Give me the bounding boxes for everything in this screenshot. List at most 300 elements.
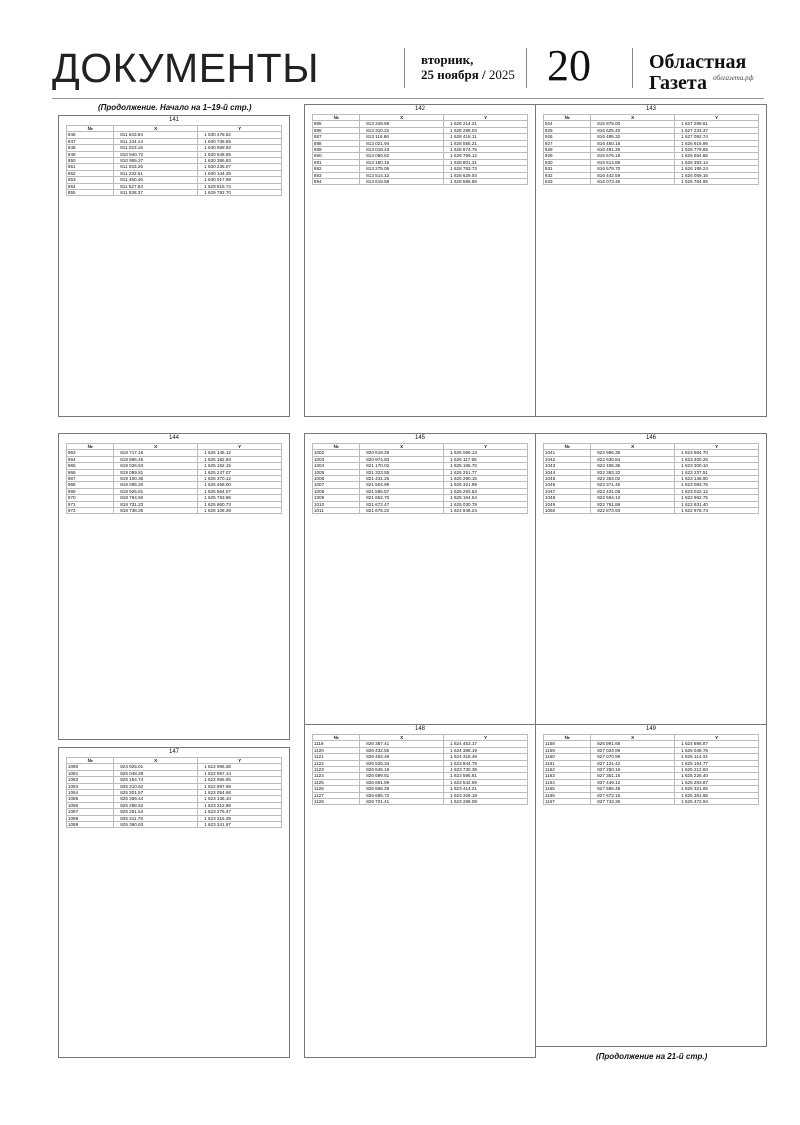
coord-y: 1 625 321.65 <box>675 786 759 792</box>
coordinate-table-block <box>535 433 767 740</box>
point-number: 1081 <box>66 770 113 776</box>
point-number: 894 <box>312 179 359 185</box>
point-number: 850 <box>66 158 113 164</box>
coord-y: 1 623 268.08 <box>444 799 528 805</box>
point-number: 1050 <box>543 508 590 514</box>
column-header: № <box>312 735 359 741</box>
coord-y: 1 624 453.17 <box>444 741 528 747</box>
coord-y: 1 630 017.69 <box>198 177 282 183</box>
column-header: № <box>66 444 113 450</box>
coord-x: 825 360.63 <box>114 822 198 828</box>
coord-y: 1 622 976.73 <box>675 508 759 514</box>
coord-x: 825 288.52 <box>114 802 198 808</box>
column-header: Y <box>198 758 282 764</box>
coord-y: 1 625 030.78 <box>444 501 528 507</box>
coord-x: 822 873.93 <box>591 508 675 514</box>
coord-x: 826 525.34 <box>360 760 444 766</box>
coord-y: 1 628 801.31 <box>444 159 528 165</box>
coord-y: 1 622 997.69 <box>198 783 282 789</box>
coord-y: 1 628 214.21 <box>444 121 528 127</box>
coord-y: 1 626 554.86 <box>675 153 759 159</box>
coord-x: 813 060.62 <box>360 153 444 159</box>
coordinate-table-block <box>58 747 290 1058</box>
point-number: 1122 <box>312 760 359 766</box>
coord-y: 1 622 955.95 <box>198 777 282 783</box>
coord-x: 822 594.13 <box>591 495 675 501</box>
column-header: X <box>591 735 675 741</box>
coord-x: 811 134.14 <box>114 138 198 144</box>
coord-y: 1 623 584.70 <box>675 450 759 456</box>
table-row <box>66 190 281 196</box>
coordinate-table-block <box>304 724 536 1058</box>
coord-x: 822 431.06 <box>591 488 675 494</box>
separator <box>632 48 633 88</box>
point-number: 855 <box>66 190 113 196</box>
point-number: 1083 <box>66 783 113 789</box>
table-row <box>66 508 281 514</box>
point-number: 848 <box>66 145 113 151</box>
coord-x: 819 065.20 <box>114 482 198 488</box>
coord-x: 818 896.45 <box>114 456 198 462</box>
column-header: № <box>543 735 590 741</box>
point-number: 965 <box>66 463 113 469</box>
point-number: 890 <box>312 153 359 159</box>
coord-y: 1 626 108.39 <box>198 508 282 514</box>
coord-y: 1 624 318.48 <box>444 754 528 760</box>
coord-x: 826 387.41 <box>360 741 444 747</box>
coord-y: 1 622 962.75 <box>675 495 759 501</box>
coord-x: 811 538.37 <box>114 190 198 196</box>
coord-x: 811 527.83 <box>114 183 198 189</box>
coordinate-table-block <box>535 104 767 417</box>
point-number: 964 <box>66 456 113 462</box>
coord-y: 1 625 763.86 <box>198 495 282 501</box>
coord-x: 813 310.22 <box>360 127 444 133</box>
coord-y: 1 623 022.12 <box>675 488 759 494</box>
coord-y: 1 625 165.70 <box>444 463 528 469</box>
coord-y: 1 623 136.10 <box>198 796 282 802</box>
table-caption: 148 <box>414 726 425 732</box>
coord-x: 825 366.44 <box>114 796 198 802</box>
column-header: № <box>543 444 590 450</box>
coord-y: 1 628 674.75 <box>444 147 528 153</box>
coord-y: 1 622 957.14 <box>198 770 282 776</box>
table-row <box>543 179 758 185</box>
coord-x: 821 675.22 <box>360 508 444 514</box>
coord-y: 1 625 048.76 <box>675 747 759 753</box>
point-number: 972 <box>66 508 113 514</box>
coord-x: 813 180.16 <box>360 159 444 165</box>
coordinate-table <box>66 443 282 514</box>
coord-x: 825 311.78 <box>114 815 198 821</box>
coord-x: 816 442.59 <box>591 172 675 178</box>
point-number: 1165 <box>543 786 590 792</box>
coord-x: 821 504.99 <box>360 482 444 488</box>
coord-x: 826 665.72 <box>360 792 444 798</box>
coord-y: 1 630 548.55 <box>198 151 282 157</box>
point-number: 924 <box>543 121 590 127</box>
point-number: 1125 <box>312 779 359 785</box>
table-row <box>66 822 281 828</box>
coord-x: 810 955.27 <box>114 158 198 164</box>
brand-line-1: Областная <box>649 51 747 73</box>
coord-x: 816 576.18 <box>591 153 675 159</box>
coord-y: 1 630 235.07 <box>198 164 282 170</box>
coordinate-table <box>543 734 759 805</box>
coord-y: 1 625 164.54 <box>444 495 528 501</box>
point-number: 928 <box>543 147 590 153</box>
coord-y: 1 622 931.40 <box>675 501 759 507</box>
column-header: Y <box>444 735 528 741</box>
point-number: 1082 <box>66 777 113 783</box>
coord-x: 816 073.46 <box>591 179 675 185</box>
column-header: X <box>360 115 444 121</box>
point-number: 1163 <box>543 773 590 779</box>
point-number: 1121 <box>312 754 359 760</box>
coord-x: 819 026.53 <box>114 463 198 469</box>
column-header: № <box>543 115 590 121</box>
coord-y: 1 623 275.47 <box>198 809 282 815</box>
coordinate-table-block <box>535 724 767 1047</box>
coord-y: 1 623 400.26 <box>675 456 759 462</box>
header-rule <box>52 98 764 99</box>
continued-to-note: (Продолжение на 21-й стр.) <box>596 1052 708 1061</box>
coordinate-table <box>543 114 759 185</box>
coord-y: 1 625 247.07 <box>198 469 282 475</box>
coord-x: 811 033.25 <box>114 164 198 170</box>
coord-y: 1 623 148.90 <box>675 476 759 482</box>
issue-date: вторник, 25 ноября / 2025 <box>421 52 515 82</box>
coord-y: 1 626 393.14 <box>675 159 759 165</box>
separator <box>404 48 405 88</box>
point-number: 891 <box>312 159 359 165</box>
masthead <box>52 41 762 96</box>
column-header: № <box>66 758 113 764</box>
coord-y: 1 625 182.93 <box>198 456 282 462</box>
coord-y: 1 630 736.55 <box>198 138 282 144</box>
point-number: 847 <box>66 138 113 144</box>
coord-y: 1 628 288.04 <box>444 127 528 133</box>
coordinate-table <box>543 443 759 514</box>
coord-x: 820 619.29 <box>360 450 444 456</box>
column-header: X <box>591 115 675 121</box>
point-number: 931 <box>543 166 590 172</box>
brand-url: облгазета.рф <box>713 74 754 82</box>
coord-x: 821 585.57 <box>360 488 444 494</box>
point-number: 1048 <box>543 495 590 501</box>
point-number: 971 <box>66 501 113 507</box>
coord-x: 826 432.55 <box>360 747 444 753</box>
point-number: 968 <box>66 482 113 488</box>
point-number: 1004 <box>312 463 359 469</box>
point-number: 851 <box>66 164 113 170</box>
point-number: 1158 <box>543 741 590 747</box>
coord-y: 1 625 321.89 <box>444 482 528 488</box>
brand-name <box>649 52 746 94</box>
coord-y: 1 625 145.12 <box>198 450 282 456</box>
coord-y: 1 625 283.87 <box>675 779 759 785</box>
coord-y: 1 623 730.38 <box>444 767 528 773</box>
point-number: 967 <box>66 476 113 482</box>
coord-x: 820 974.83 <box>360 456 444 462</box>
coord-x: 816 614.86 <box>591 159 675 165</box>
coord-x: 818 794.50 <box>114 495 198 501</box>
coord-x: 813 348.89 <box>360 121 444 127</box>
table-caption: 146 <box>645 435 656 441</box>
point-number: 854 <box>66 183 113 189</box>
coord-x: 827 024.99 <box>591 747 675 753</box>
coord-y: 1 623 595.61 <box>444 773 528 779</box>
coord-x: 827 586.48 <box>591 786 675 792</box>
coord-y: 1 628 629.04 <box>444 172 528 178</box>
coord-y: 1 625 564.07 <box>198 488 282 494</box>
coord-y: 1 628 555.21 <box>444 140 528 146</box>
coordinate-table <box>312 443 528 514</box>
table-caption: 142 <box>414 106 425 112</box>
coordinate-table <box>66 125 282 196</box>
coord-y: 1 628 759.12 <box>444 153 528 159</box>
point-number: 846 <box>66 132 113 138</box>
table-row <box>543 508 758 514</box>
point-number: 889 <box>312 147 359 153</box>
point-number: 1041 <box>543 450 590 456</box>
coord-y: 1 627 289.61 <box>675 121 759 127</box>
point-number: 927 <box>543 140 590 146</box>
coord-x: 826 691.89 <box>360 779 444 785</box>
coord-x: 827 250.16 <box>591 767 675 773</box>
coord-y: 1 625 472.94 <box>675 799 759 805</box>
coord-y: 1 625 164.77 <box>675 760 759 766</box>
coord-y: 1 625 212.93 <box>675 767 759 773</box>
point-number: 1119 <box>312 741 359 747</box>
coord-y: 1 630 668.92 <box>198 145 282 151</box>
coord-x: 818 731.23 <box>114 501 198 507</box>
coord-y: 1 624 898.87 <box>675 741 759 747</box>
coord-x: 813 275.06 <box>360 166 444 172</box>
coord-y: 1 625 290.15 <box>444 476 528 482</box>
coord-y: 1 629 915.74 <box>198 183 282 189</box>
coord-y: 1 626 059.16 <box>675 172 759 178</box>
coord-x: 813 619.59 <box>360 179 444 185</box>
point-number: 885 <box>312 121 359 127</box>
coord-x: 826 656.29 <box>360 786 444 792</box>
coord-y: 1 627 233.37 <box>675 127 759 133</box>
point-number: 1167 <box>543 799 590 805</box>
table-row <box>312 508 527 514</box>
brand-line-2: Газета <box>649 72 707 94</box>
point-number: 932 <box>543 172 590 178</box>
coord-x: 827 743.36 <box>591 799 675 805</box>
coord-y: 1 623 237.51 <box>675 469 759 475</box>
point-number: 1045 <box>543 476 590 482</box>
coord-x: 821 672.47 <box>360 501 444 507</box>
coordinate-table <box>312 734 528 805</box>
coord-y: 1 623 326.18 <box>444 792 528 798</box>
column-header: № <box>66 126 113 132</box>
page-number: 20 <box>547 41 591 90</box>
point-number: 1044 <box>543 469 590 475</box>
coord-x: 818 925.61 <box>114 488 198 494</box>
coord-x: 826 645.16 <box>360 767 444 773</box>
point-number: 1007 <box>312 482 359 488</box>
point-number: 849 <box>66 151 113 157</box>
continued-from-note: (Продолжение. Начало на 1–19-й стр.) <box>98 103 252 112</box>
coord-y: 1 626 779.85 <box>675 147 759 153</box>
coord-y: 1 625 226.40 <box>675 773 759 779</box>
coord-x: 813 116.86 <box>360 134 444 140</box>
point-number: 1005 <box>312 469 359 475</box>
issue-weekday: вторник, <box>421 52 474 67</box>
coord-y: 1 623 083.76 <box>675 482 759 488</box>
column-header: № <box>312 115 359 121</box>
coord-y: 1 630 478.62 <box>198 132 282 138</box>
coord-y: 1 623 542.69 <box>444 779 528 785</box>
coord-x: 822 371.46 <box>591 482 675 488</box>
coord-x: 822 363.32 <box>591 469 675 475</box>
coord-y: 1 623 944.79 <box>444 760 528 766</box>
point-number: 925 <box>543 127 590 133</box>
coord-y: 1 625 960.73 <box>198 501 282 507</box>
column-header: X <box>114 444 198 450</box>
coord-x: 826 699.81 <box>360 773 444 779</box>
coord-y: 1 625 784.95 <box>675 179 759 185</box>
coord-x: 826 991.68 <box>591 741 675 747</box>
coord-y: 1 623 054.68 <box>198 790 282 796</box>
point-number: 892 <box>312 166 359 172</box>
coord-x: 822 986.35 <box>591 450 675 456</box>
point-number: 1127 <box>312 792 359 798</box>
separator <box>526 48 527 88</box>
coord-y: 1 625 293.63 <box>444 488 528 494</box>
coord-x: 813 514.12 <box>360 172 444 178</box>
coord-x: 827 121.42 <box>591 760 675 766</box>
issue-day: 25 ноября <box>421 67 479 82</box>
coordinate-table-block <box>304 433 536 740</box>
coord-x: 811 450.46 <box>114 177 198 183</box>
coord-y: 1 626 189.24 <box>675 166 759 172</box>
point-number: 893 <box>312 172 359 178</box>
column-header: Y <box>198 126 282 132</box>
point-number: 1008 <box>312 488 359 494</box>
point-number: 1159 <box>543 747 590 753</box>
point-number: 887 <box>312 134 359 140</box>
point-number: 1123 <box>312 767 359 773</box>
point-number: 1164 <box>543 779 590 785</box>
coord-y: 1 625 152.15 <box>198 463 282 469</box>
coord-y: 1 622 996.36 <box>198 764 282 770</box>
table-caption: 145 <box>414 435 425 441</box>
column-header: Y <box>675 735 759 741</box>
coord-y: 1 625 117.95 <box>444 456 528 462</box>
coord-x: 818 738.26 <box>114 508 198 514</box>
point-number: 1046 <box>543 482 590 488</box>
column-header: Y <box>198 444 282 450</box>
coord-x: 816 875.00 <box>591 121 675 127</box>
point-number: 1047 <box>543 488 590 494</box>
point-number: 1162 <box>543 767 590 773</box>
coord-y: 1 625 089.13 <box>444 450 528 456</box>
coord-y: 1 630 144.25 <box>198 170 282 176</box>
point-number: 1087 <box>66 809 113 815</box>
coord-x: 825 154.74 <box>114 777 198 783</box>
coord-x: 816 495.32 <box>591 134 675 140</box>
coord-y: 1 624 946.24 <box>444 508 528 514</box>
table-caption: 149 <box>645 726 656 732</box>
table-caption: 147 <box>168 749 179 755</box>
coord-x: 822 354.02 <box>591 476 675 482</box>
point-number: 1088 <box>66 815 113 821</box>
coord-y: 1 626 916.96 <box>675 140 759 146</box>
coord-x: 825 048.28 <box>114 770 198 776</box>
coord-y: 1 625 114.34 <box>675 754 759 760</box>
coordinate-table-block <box>58 115 290 417</box>
column-header: X <box>360 444 444 450</box>
coord-y: 1 623 316.38 <box>198 815 282 821</box>
coord-x: 824 925.01 <box>114 764 198 770</box>
point-number: 933 <box>543 179 590 185</box>
point-number: 969 <box>66 488 113 494</box>
coord-x: 811 232.51 <box>114 170 198 176</box>
point-number: 1002 <box>312 450 359 456</box>
point-number: 853 <box>66 177 113 183</box>
coord-y: 1 623 212.86 <box>198 802 282 808</box>
point-number: 1006 <box>312 476 359 482</box>
coord-y: 1 628 586.86 <box>444 179 528 185</box>
coord-y: 1 623 341.97 <box>198 822 282 828</box>
coord-x: 816 460.16 <box>591 140 675 146</box>
coord-x: 813 018.43 <box>360 147 444 153</box>
column-header: X <box>114 126 198 132</box>
coord-x: 813 021.94 <box>360 140 444 146</box>
coord-y: 1 623 300.10 <box>675 463 759 469</box>
table-row <box>312 799 527 805</box>
point-number: 926 <box>543 134 590 140</box>
section-title: ДОКУМЕНТЫ <box>52 45 319 91</box>
point-number: 1161 <box>543 760 590 766</box>
point-number: 1010 <box>312 501 359 507</box>
coord-x: 826 463.48 <box>360 754 444 760</box>
coordinate-table-block <box>58 433 290 740</box>
coord-y: 1 625 251.77 <box>444 469 528 475</box>
coord-x: 816 625.40 <box>591 127 675 133</box>
coord-x: 827 672.15 <box>591 792 675 798</box>
point-number: 1128 <box>312 799 359 805</box>
point-number: 1049 <box>543 501 590 507</box>
coord-x: 827 070.99 <box>591 754 675 760</box>
coord-x: 826 701.41 <box>360 799 444 805</box>
column-header: № <box>312 444 359 450</box>
point-number: 1166 <box>543 792 590 798</box>
column-header: Y <box>675 444 759 450</box>
coordinate-table-block <box>304 104 536 417</box>
issue-year: 2025 <box>488 67 515 82</box>
coord-y: 1 629 792.70 <box>198 190 282 196</box>
table-row <box>543 799 758 805</box>
coord-y: 1 625 370.12 <box>198 476 282 482</box>
coord-x: 825 310.62 <box>114 783 198 789</box>
point-number: 930 <box>543 159 590 165</box>
coord-x: 816 481.26 <box>591 147 675 153</box>
coord-x: 811 023.16 <box>114 145 198 151</box>
table-caption: 144 <box>168 435 179 441</box>
point-number: 886 <box>312 127 359 133</box>
point-number: 929 <box>543 153 590 159</box>
point-number: 1042 <box>543 456 590 462</box>
column-header: X <box>114 758 198 764</box>
point-number: 1085 <box>66 796 113 802</box>
coordinate-table <box>66 757 282 828</box>
point-number: 1009 <box>312 495 359 501</box>
